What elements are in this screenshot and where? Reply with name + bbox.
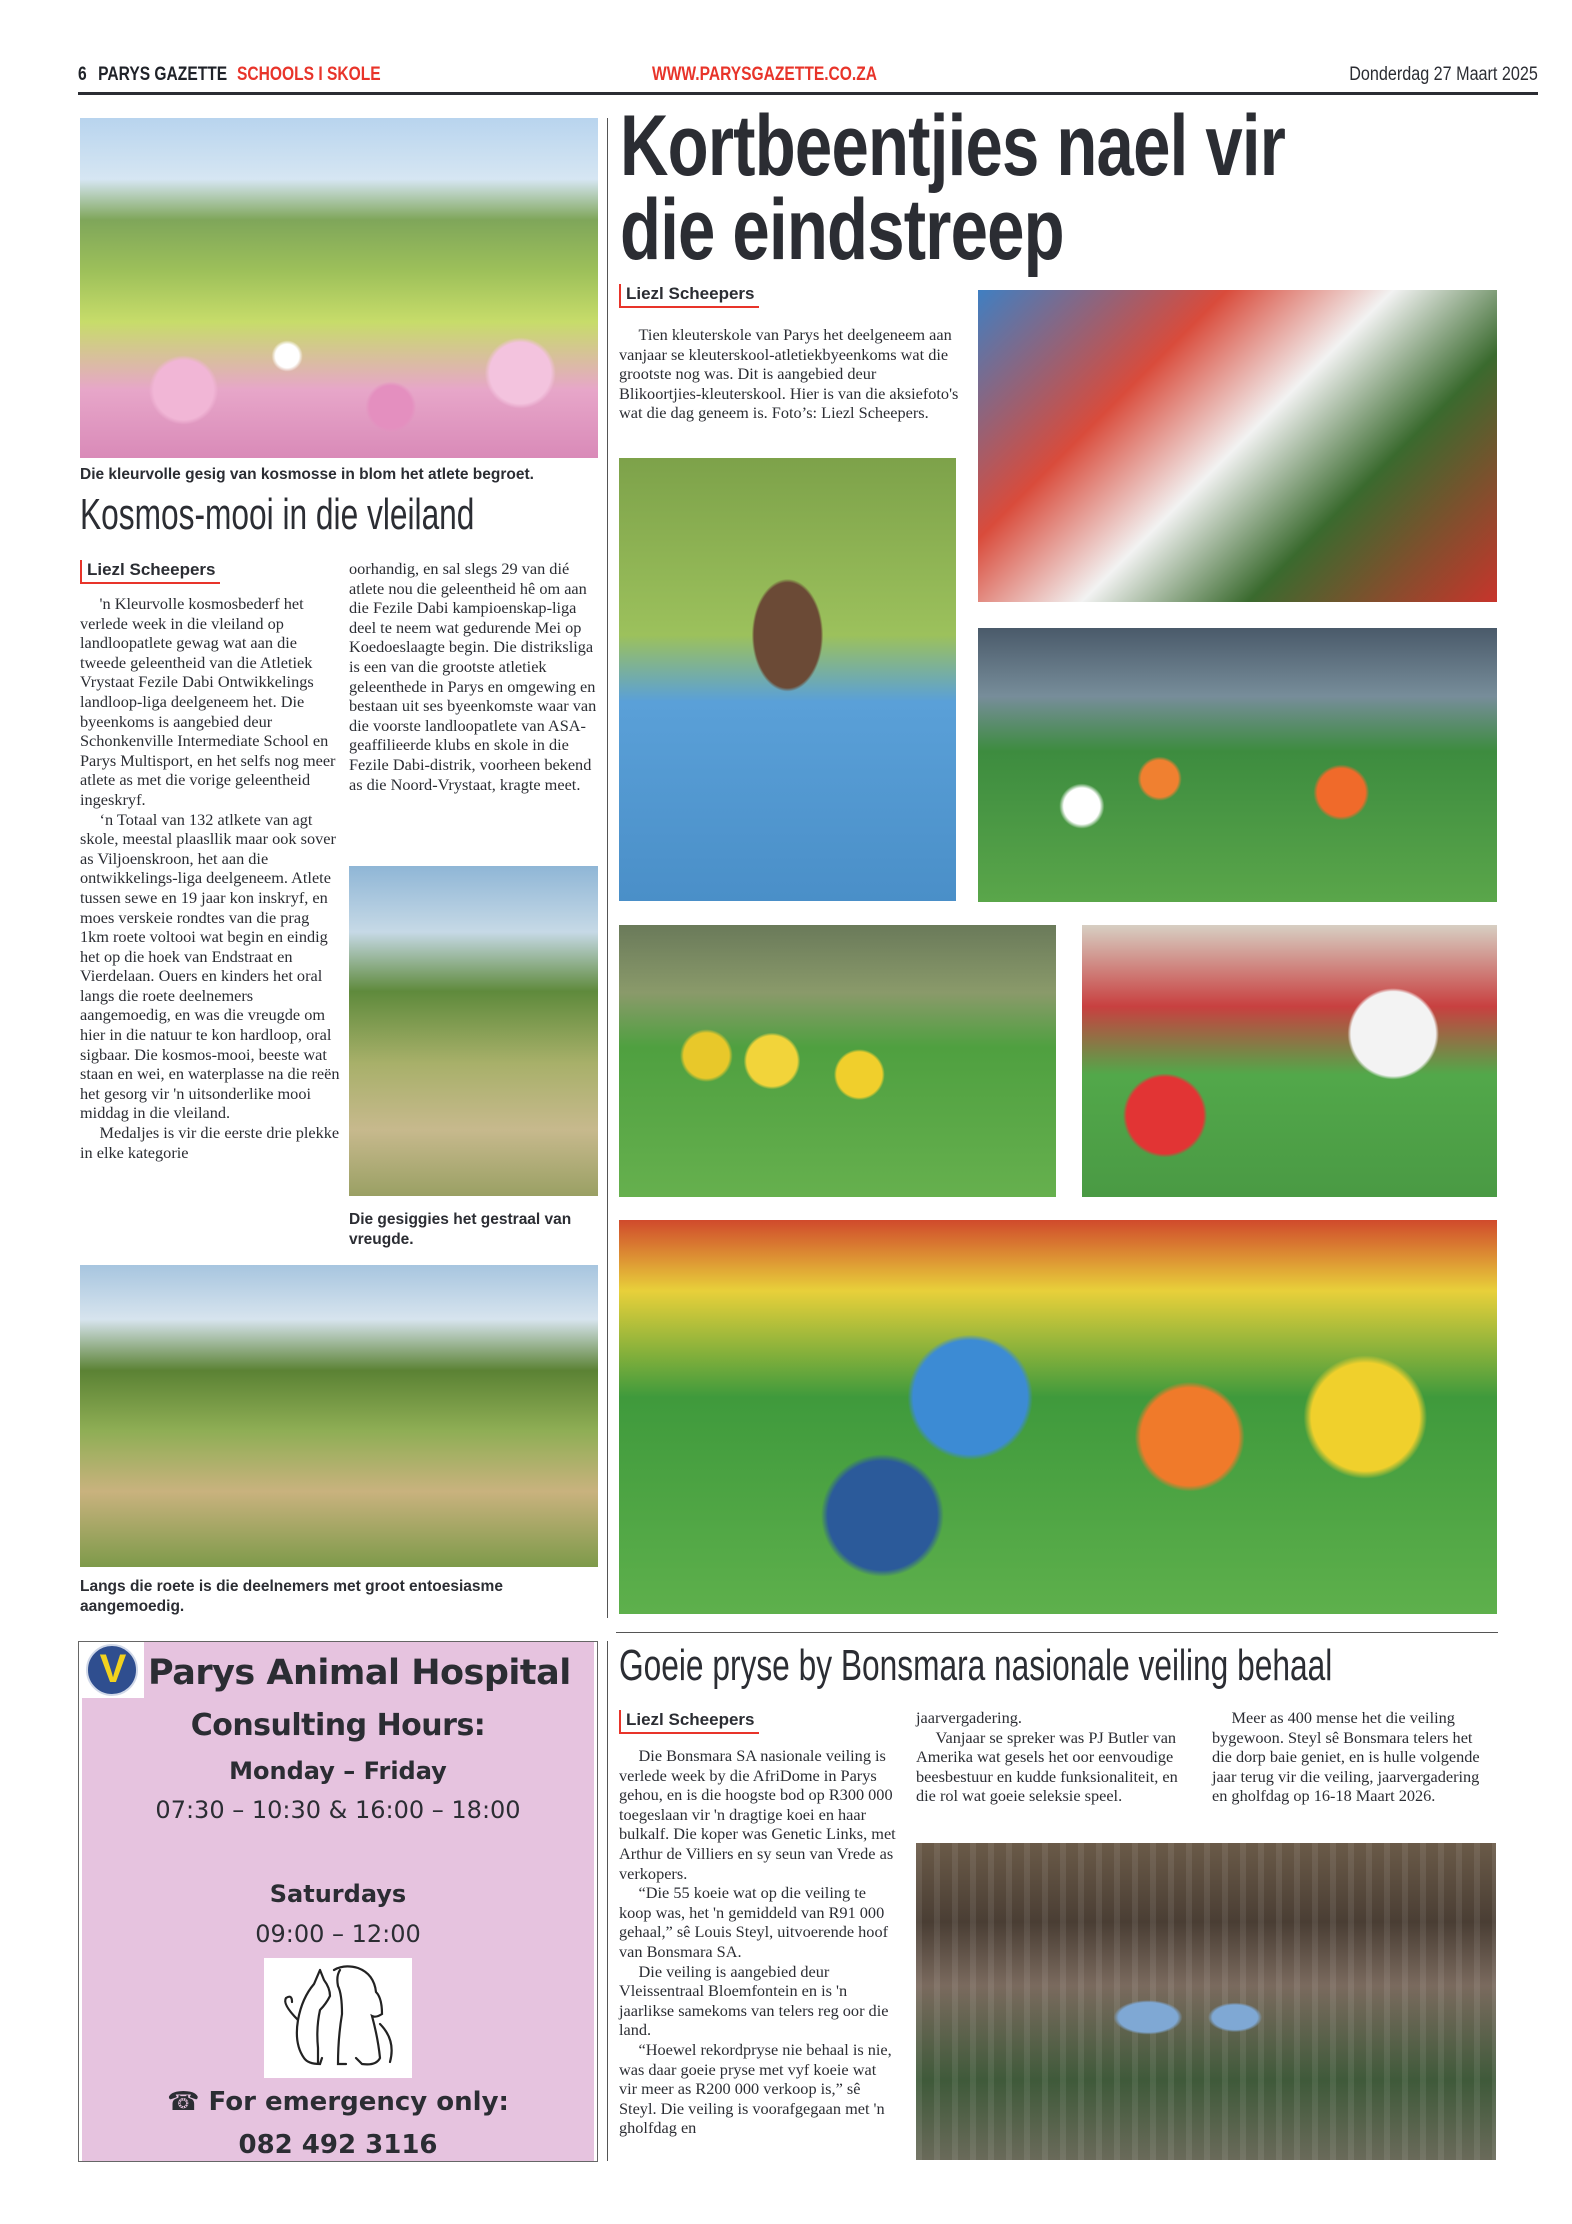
byline: Liezl Scheepers xyxy=(80,560,220,584)
article-column-2 xyxy=(916,1708,1196,1806)
paragraph: jaarvergadering. xyxy=(916,1708,1022,1727)
column-divider xyxy=(607,1641,608,2161)
website-link[interactable]: WWW.PARYSGAZETTE.CO.ZA xyxy=(652,64,878,85)
article-column-1 xyxy=(619,1746,897,2138)
header-rule xyxy=(78,92,1538,95)
article-intro xyxy=(619,325,959,423)
photo-girl-running xyxy=(349,866,598,1196)
publication-name: PARYS GAZETTE xyxy=(98,64,228,85)
photo-route-cheering xyxy=(80,1265,598,1567)
issue-date: Donderdag 27 Maart 2025 xyxy=(1349,64,1538,85)
advert-phone-number[interactable]: 082 492 3116 xyxy=(238,2130,438,2160)
byline: Liezl Scheepers xyxy=(619,284,759,308)
article-headline: Kosmos-mooi in die vleiland xyxy=(80,490,475,539)
paragraph: Tien kleuterskole van Parys het deelgeneem aan vanjaar se kleuterskool-atletiekbyeenkoms wat die grootste nog was. Dit is aangebied deur Blikoortjies-kleuterskool. Hier is van die aksiefoto's wat die dag geneem is. Foto’s: Liezl Scheepers. xyxy=(619,325,959,423)
advert-title: Parys Animal Hospital xyxy=(148,1653,571,1693)
paragraph: Die veiling is aangebied deur Vleissentraal Bloemfontein en is 'n jaarlikse samekoms van telers reg oor die land. xyxy=(619,1961,889,2040)
photo-caption: Langs die roete is die deelnemers met groot entoesiasme aangemoedig. xyxy=(80,1578,503,1615)
paragraph: Die Bonsmara SA nasionale veiling is verlede week by die AfriDome in Parys gehou, en is die hoogste bod op R300 000 toegeslaan vir 'n dragtige koei en haar bulkalf. Die koper was Genetic Links, met Arthur de Villiers en sy seun van Vrede as verkopers. xyxy=(619,1746,896,1883)
photo-teacher-child xyxy=(1082,925,1497,1197)
article-column-3 xyxy=(1212,1708,1494,1806)
vet-logo-icon: V xyxy=(82,1642,144,1698)
paragraph: ‘n Totaal van 132 atlkete van agt skole, meestal plaasllik maar ook sover as Viljoenskroon, het aan die ontwikkelings-liga deelgeneem. Atlete tussen sewe en 19 jaar kon inskryf, en moes verskeie rondtes van die prag 1km roete voltooi wat begin en eindig het op die hoek van Endstraat en Vierdelaan. Ouers en kinders het oral langs die roete deelnemers aangemoedig, en was die vreugde om hier in die natuur te kon hardloop, oral sigbaar. Die kosmos-mooi, beeste wat staan en wei, en waterplasse na die reën het gesorg vir 'n uitsonderlike mooi middag in die vleiland. xyxy=(80,809,340,1123)
headline-line-2: die eindstreep xyxy=(620,182,1064,278)
photo-children-race xyxy=(978,628,1497,902)
photo-auction-arena xyxy=(916,1843,1496,2160)
article-headline xyxy=(620,98,1306,278)
photo-yellow-shirts xyxy=(619,925,1056,1197)
photo-caption: Die kleurvolle gesig van kosmosse in blom het atlete begroet. xyxy=(80,466,534,483)
photo-boy-medal xyxy=(619,458,956,901)
page-header xyxy=(78,64,1538,92)
paragraph: “Hoewel rekordpryse nie behaal is nie, was daar goeie pryse met vyf koeie wat vir meer as R200 000 verkoop is,” sê Steyl. Die veiling is voorafgegaan met 'n gholfdag en xyxy=(619,2039,892,2138)
cat-dog-outline-icon xyxy=(264,1958,412,2078)
page-number: 6 xyxy=(78,64,87,85)
photo-parents-cheering xyxy=(978,290,1497,602)
advert-emergency-label: ☎ For emergency only: xyxy=(167,2087,509,2117)
advert-weekday-hours: 07:30 – 10:30 & 16:00 – 18:00 xyxy=(155,1796,521,1824)
advert-hours-heading: Consulting Hours: xyxy=(190,1708,486,1743)
paragraph: oorhandig, en sal slegs 29 van dié atlete nou die geleentheid hê om aan die Fezile Dabi kampioenskap-liga deel te neem wat gedurende Mei op Koedoeslaagte begin. Die distriksliga is een van die grootste atletiek geleenthede in Parys en omgewing en bestaan uit ses byeenkomste waar van die voorste landloopatlete van ASA-geaffilieerde klubs en skole in die Fezile Dabi-distrik, voorheen bekend as die Noord-Vrystaat, kragte meet. xyxy=(349,559,597,794)
paragraph: “Die 55 koeie wat op die veiling te koop was, het 'n gemiddeld van R91 000 gehaal,” sê Louis Steyl, uitvoerende hoof van Bonsmara SA. xyxy=(619,1883,889,1961)
photo-cosmos-field xyxy=(80,118,598,458)
byline: Liezl Scheepers xyxy=(619,1710,759,1734)
paragraph: Medaljes is vir die eerste drie plekke in elke kategorie xyxy=(80,1123,340,1162)
advert-saturday: Saturdays xyxy=(269,1880,407,1908)
advert-weekdays: Monday – Friday xyxy=(229,1757,447,1785)
article-headline: Goeie pryse by Bonsmara nasionale veiling behaal xyxy=(619,1641,1333,1690)
article-column-1 xyxy=(80,594,340,1162)
section-label: SCHOOLS I SKOLE xyxy=(236,64,381,85)
advert-saturday-hours: 09:00 – 12:00 xyxy=(255,1920,421,1948)
paragraph: Vanjaar se spreker was PJ Butler van Amerika wat gesels het oor eenvoudige beesbestuur en kudde funksionaliteit, en die rol wat goeie seleksie speel. xyxy=(916,1727,1178,1806)
article-column-2 xyxy=(349,559,601,794)
telephone-icon: ☎ xyxy=(167,2087,200,2117)
paragraph: Meer as 400 mense het die veiling bygewoon. Steyl sê Bonsmara telers het die dorp baie geniet, en is hulle volgende jaar terug vir die veiling, jaarvergadering en gholfdag op 16-18 Maart 2026. xyxy=(1212,1708,1480,1806)
section-divider xyxy=(616,1632,1498,1633)
photo-caption: Die gesiggies het gestraal van vreugde. xyxy=(349,1211,572,1248)
column-divider xyxy=(607,118,608,1618)
masthead xyxy=(78,64,381,86)
headline-line-1: Kortbeentjies nael vir xyxy=(620,98,1286,194)
photo-race-start xyxy=(619,1220,1497,1614)
paragraph: 'n Kleurvolle kosmosbederf het verlede week in die vleiland op landloopatlete gewag wat aan die tweede geleentheid van die Atletiek Vrystaat Fezile Dabi Ontwikkelings landloop-liga deelgeneem het. Die byeenkoms is aangebied deur Schonkenville Intermediate School en Parys Multisport, en het selfs nog meer atlete as met die vorige geleentheid ingeskryf. xyxy=(80,594,336,809)
